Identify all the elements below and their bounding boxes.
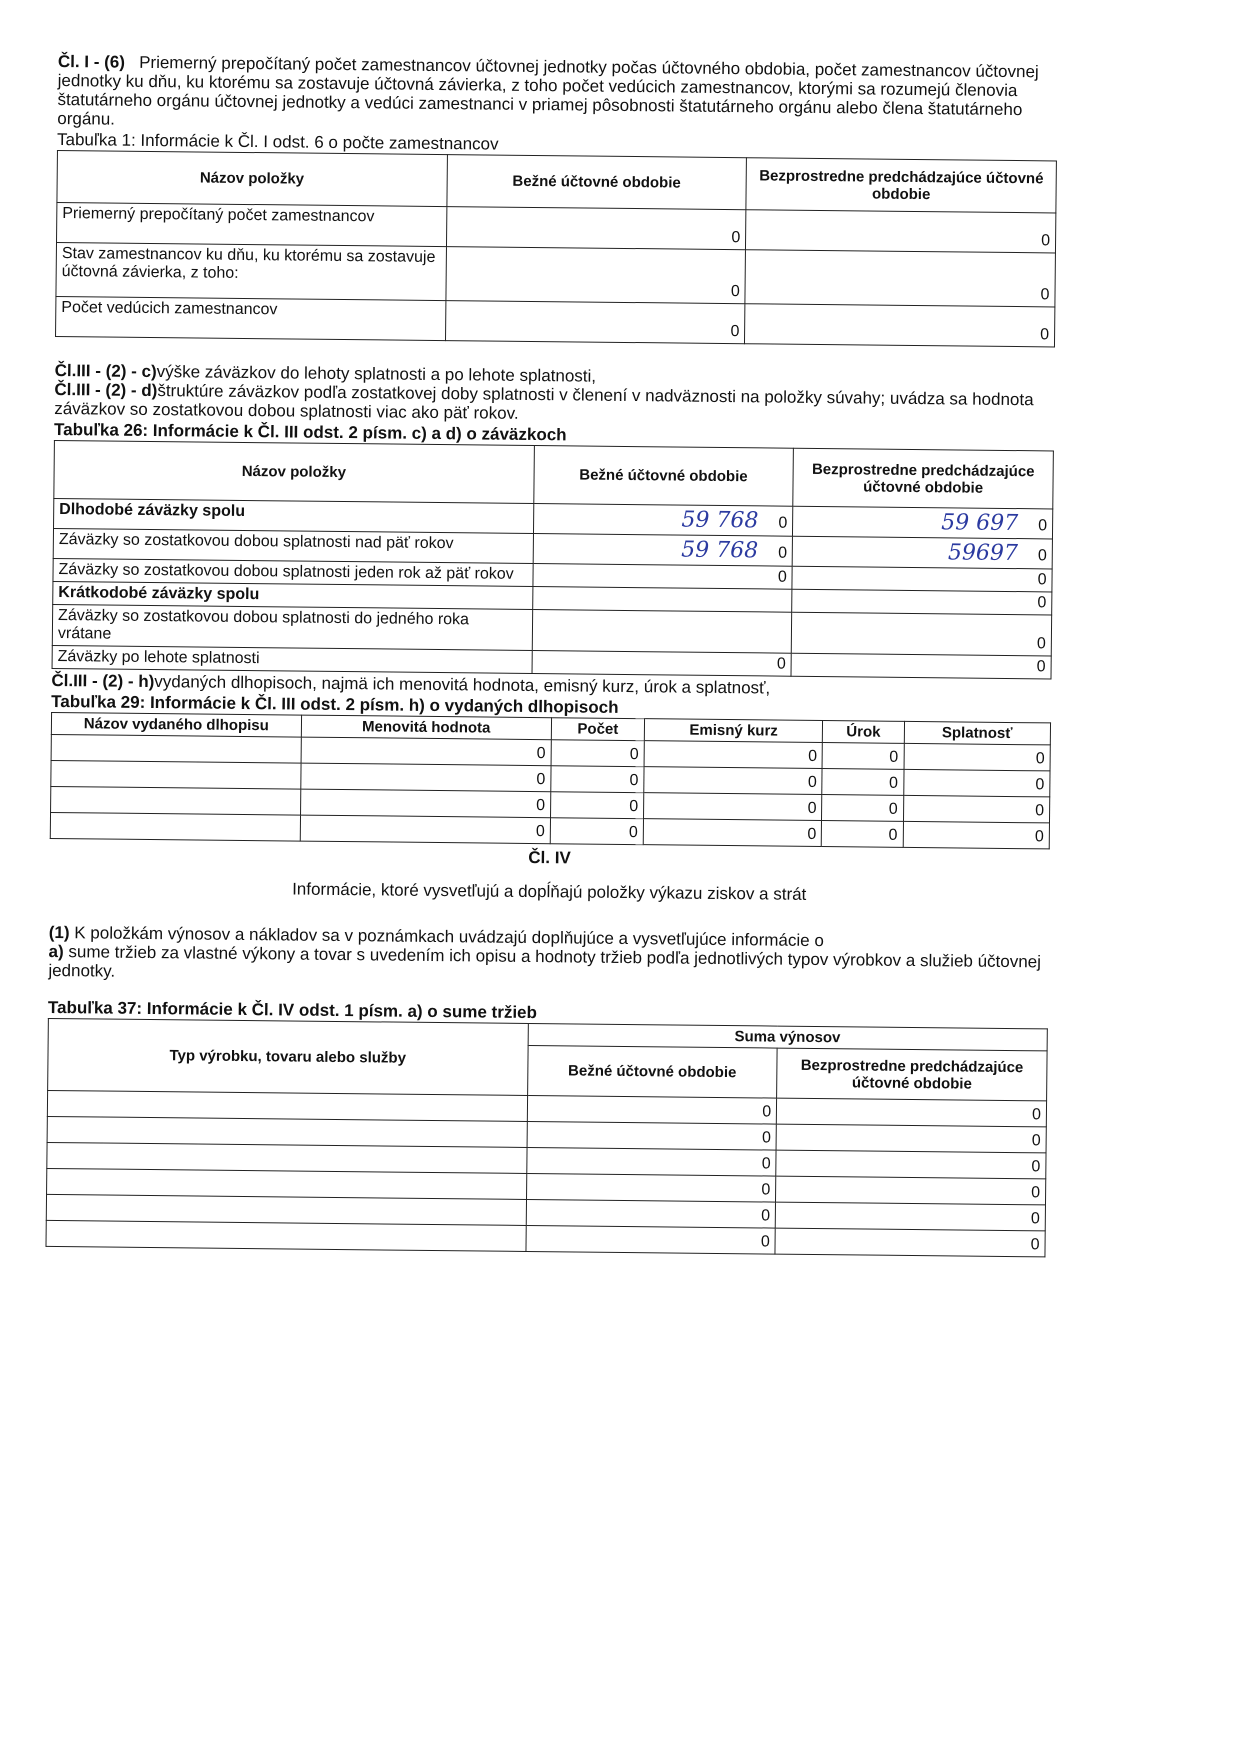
- table-cell: 0: [776, 1150, 1046, 1179]
- cur-value: [532, 650, 792, 676]
- row-label: Stav zamestnancov ku dňu, ku ktorému sa zostavuje účtovná závierka, z toho:: [56, 242, 446, 300]
- table-cell: 0: [822, 821, 903, 848]
- handwritten-value: 59697: [947, 540, 1019, 567]
- table-cell: 0: [644, 767, 823, 795]
- column-header: Menovitá hodnota: [301, 715, 551, 740]
- prev-value: [792, 589, 1052, 615]
- previous-value: 0: [746, 210, 1056, 253]
- table-1: Názov položky Bežné účtovné obdobie Bezprostredne predchádzajúce účtovné obdobie Priemerný prepočítaný počet zamestnancov 0 0 Stav zamestnancov ku dňu, ku ktorému sa zostavuje účtovná závierka, z toho: 0 0 Počet vedúcich zamestnancov 0 0: [55, 150, 1057, 347]
- previous-value: 0: [745, 250, 1055, 307]
- cur-value: [533, 534, 793, 567]
- table-cell: 0: [527, 1095, 777, 1124]
- table-cell: 0: [775, 1202, 1045, 1231]
- column-header: Splatnosť: [904, 721, 1051, 745]
- row-label: Dlhodobé záväzky spolu: [54, 498, 534, 533]
- table-cell: 0: [301, 737, 551, 766]
- table-cell: 0: [526, 1173, 776, 1202]
- paragraph-a: a) sume tržieb za vlastné výkony a tovar s uvedením ich opisu a hodnoty tržieb podľa jednotlivých typov výrobkov a služieb účtovnej jednotky.: [48, 941, 1042, 981]
- handwritten-value: 59 768: [681, 507, 759, 534]
- row-label: Záväzky so zostatkovou dobou splatnosti do jedného roka vrátane: [52, 604, 532, 650]
- table-cell: 0: [526, 1199, 776, 1228]
- s26-line1: Čl.III - (2) - c)výške záväzkov do lehoty splatnosti a po lehote splatnosti,: [54, 360, 597, 386]
- cur-value: [533, 504, 793, 537]
- table-cell: 0: [644, 741, 823, 769]
- table-cell: [50, 812, 300, 841]
- section-title: Čl. IV: [528, 847, 571, 868]
- table-cell: 0: [822, 769, 903, 796]
- printed-value: 0: [1036, 635, 1046, 653]
- prev-value: [793, 506, 1053, 539]
- printed-value: 0: [777, 568, 787, 586]
- table1-caption: Tabuľka 1: Informácie k Čl. I odst. 6 o počte zamestnancov: [56, 129, 499, 154]
- s29-line: Čl.III - (2) - h)vydaných dlhopisoch, najmä ich menovitá hodnota, emisný kurz, úrok a splatnosť,: [51, 670, 771, 698]
- current-value: 0: [445, 301, 745, 344]
- table-cell: 0: [903, 769, 1050, 797]
- printed-value: 0: [1037, 571, 1047, 589]
- column-header: Počet: [551, 718, 644, 741]
- previous-value: 0: [745, 304, 1055, 347]
- table-cell: [51, 760, 301, 789]
- handwritten-value: 59 768: [681, 537, 759, 564]
- table-cell: 0: [551, 766, 644, 793]
- handwritten-value: 59 697: [941, 510, 1019, 537]
- row-label: Záväzky so zostatkovou dobou splatnosti jeden rok až päť rokov: [53, 558, 533, 586]
- printed-value: 0: [1038, 517, 1048, 535]
- table-cell: 0: [903, 795, 1050, 823]
- table-cell: 0: [776, 1124, 1046, 1153]
- prev-value: [792, 536, 1052, 569]
- prev-value: [792, 566, 1052, 592]
- row-label: Záväzky so zostatkovou dobou splatnosti nad päť rokov: [53, 528, 533, 563]
- cur-value: [532, 563, 792, 589]
- column-header: Úrok: [823, 721, 904, 744]
- table-cell: 0: [551, 740, 644, 767]
- prev-value: [791, 612, 1051, 656]
- table-cell: 0: [643, 819, 822, 847]
- table-cell: 0: [776, 1176, 1046, 1205]
- current-value: 0: [446, 207, 746, 250]
- printed-value: 0: [778, 544, 788, 562]
- printed-value: 0: [776, 655, 786, 673]
- table-cell: 0: [903, 821, 1050, 849]
- row-label: Záväzky po lehote splatnosti: [52, 645, 532, 673]
- table-cell: 0: [301, 763, 551, 792]
- table-cell: 0: [644, 793, 823, 821]
- current-value: 0: [446, 247, 746, 304]
- cur-value: [532, 586, 792, 612]
- table-cell: 0: [525, 1225, 775, 1254]
- row-label: Krátkodobé záväzky spolu: [53, 581, 533, 609]
- table-cell: 0: [550, 792, 643, 819]
- table-26: Názov položky Bežné účtovné obdobie Bezprostredne predchádzajúce účtovné obdobie Dlhodobé záväzky spolu 59 768 0 59 697 0 Záväzky so zostatkovou dobou splatnosti nad päť rokov 59 768 0 59697 0 Záväzky so zostatkovou dobou splatnosti jeden rok až päť rokov 0 0 Krátkodobé záväzky spolu 0 Záväzky so zostatkovou dobou splatnosti do jedného roka vrátane 0 Záväzky po lehote splatnosti 0 0: [52, 440, 1054, 679]
- table-cell: 0: [904, 743, 1051, 771]
- table-cell: [51, 786, 301, 815]
- printed-value: 0: [778, 514, 788, 532]
- column-header: Názov vydaného dlhopisu: [51, 712, 301, 737]
- table-cell: 0: [822, 743, 903, 770]
- table-cell: 0: [526, 1147, 776, 1176]
- table-cell: 0: [550, 818, 643, 845]
- intro-paragraph: Čl. I - (6) Priemerný prepočítaný počet zamestnancov účtovnej jednotky počas účtovného obdobia, počet zamestnancov účtovnej jednotky ku dňu, ku ktorému sa zostavuje účtovná závierka, z toho počet vedúcich zamestnancov, ktorými sa rozumejú členovia štatutárneho orgánu účtovnej jednotky a vedúci zamestnanci v priamej pôsobnosti štatutárneho orgánu alebo člena štatutárneho orgánu.: [57, 52, 1039, 129]
- table-cell: 0: [300, 815, 550, 844]
- row-label: Priemerný prepočítaný počet zamestnancov: [57, 202, 447, 246]
- table-cell: [51, 734, 301, 763]
- section-subtitle: Informácie, ktoré vysvetľujú a dopĺňajú položky výkazu ziskov a strát: [292, 879, 807, 904]
- printed-value: 0: [1037, 547, 1047, 565]
- cur-value: [532, 609, 792, 653]
- table-37: Typ výrobku, tovaru alebo služby Suma výnosov Bežné účtovné obdobie Bezprostredne predchádzajúce účtovné obdobie 0 0 0 0 0 0 0 0 0 0 0 0: [45, 1018, 1047, 1257]
- s26-line2: Čl.III - (2) - d)štruktúre záväzkov podľa zostatkovej doby splatnosti v členení v nadväznosti na položky súvahy; uvádza sa hodnota záväzkov so zostatkovou dobou splatnosti viac ako päť rokov.: [54, 379, 1034, 423]
- table29-caption: Tabuľka 29: Informácie k Čl. III odst. 2 písm. h) o vydaných dlhopisoch: [51, 691, 619, 717]
- printed-value: 0: [1037, 594, 1047, 612]
- column-header: Emisný kurz: [644, 719, 823, 743]
- table-cell: 0: [300, 789, 550, 818]
- table-cell: 0: [777, 1098, 1047, 1127]
- row-label: Počet vedúcich zamestnancov: [56, 296, 446, 340]
- table-cell: 0: [527, 1121, 777, 1150]
- table37-caption: Tabuľka 37: Informácie k Čl. IV odst. 1 písm. a) o sume tržieb: [47, 997, 538, 1023]
- table-cell: 0: [775, 1228, 1045, 1257]
- printed-value: 0: [1036, 658, 1046, 676]
- paragraph-1: (1) K položkám výnosov a nákladov sa v poznámkach uvádzajú doplňujúce a vysvetľujúce informácie o: [48, 922, 824, 951]
- table-29: [50, 712, 1051, 849]
- table26-caption: Tabuľka 26: Informácie k Čl. III odst. 2 písm. c) a d) o záväzkoch: [53, 419, 567, 445]
- prev-value: [791, 653, 1051, 679]
- table-cell: [46, 1220, 526, 1251]
- table-cell: 0: [822, 795, 903, 822]
